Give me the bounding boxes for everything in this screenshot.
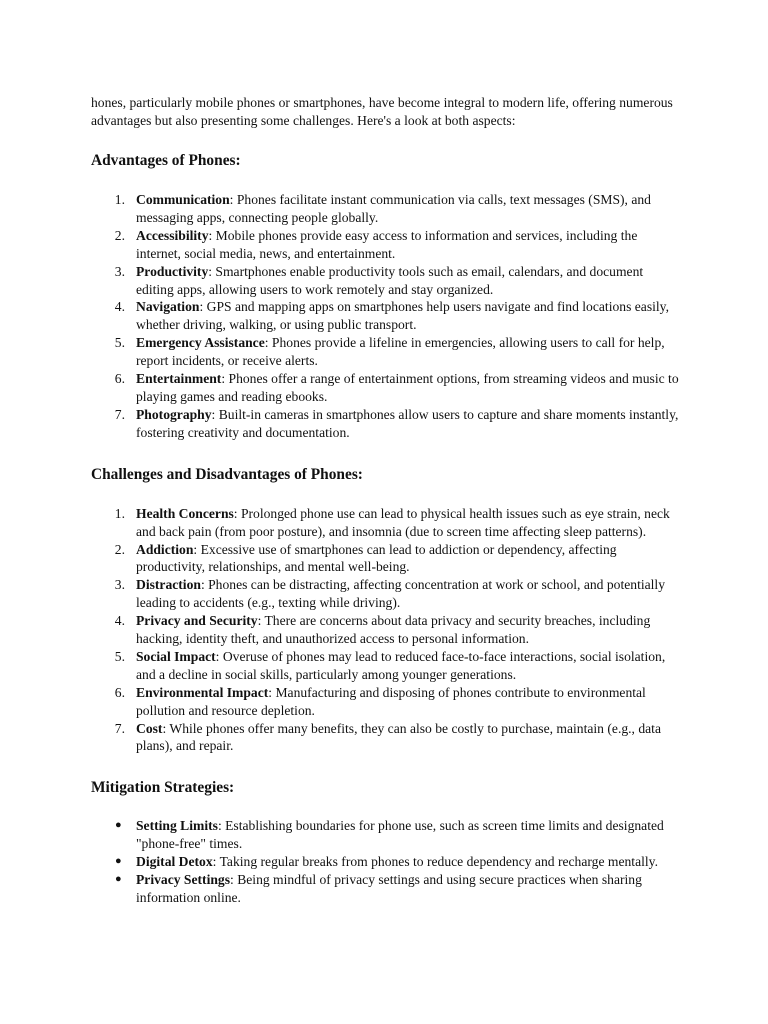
list-item: [91, 720, 681, 756]
item-text: : Phones provide a lifeline in emergencies, allowing users to call for help, report incidents, or receive alerts.: [136, 335, 665, 369]
item-text: : There are concerns about data privacy and security breaches, including hacking, identity theft, and unauthorized access to personal information.: [136, 613, 651, 647]
item-text: : While phones offer many benefits, they can also be costly to purchase, maintain (e.g., data plans), and repair.: [136, 720, 661, 754]
list-item: [91, 227, 681, 263]
list-item: [91, 612, 681, 648]
item-term: Photography: [136, 406, 212, 422]
item-text: : Taking regular breaks from phones to reduce dependency and recharge mentally.: [212, 854, 658, 870]
list-item: [91, 541, 681, 577]
list-number: 4.: [114, 613, 125, 629]
list-item: [91, 817, 681, 853]
list-number: 5.: [114, 648, 125, 664]
mitigation-list: [91, 817, 681, 907]
list-item: [91, 576, 681, 612]
item-term: Digital Detox: [136, 854, 213, 870]
intro-paragraph: hones, particularly mobile phones or smartphones, have become integral to modern life, offering numerous advantages but also presenting some challenges. Here's a look at both aspects:: [91, 95, 673, 128]
list-number: 1.: [114, 192, 125, 207]
item-term: Productivity: [136, 263, 209, 279]
item-term: Emergency Assistance: [136, 335, 265, 351]
list-item: [91, 853, 681, 871]
list-number: 4.: [114, 299, 125, 315]
item-term: Health Concerns: [136, 505, 234, 521]
advantages-heading: Advantages of Phones:: [91, 152, 241, 169]
list-item: [91, 334, 681, 370]
list-item: [91, 871, 681, 907]
list-number: 3.: [114, 263, 125, 279]
list-item: [91, 370, 681, 406]
item-term: Addiction: [136, 541, 194, 557]
list-number: 3.: [114, 577, 125, 593]
list-number: 1.: [114, 505, 125, 521]
item-text: : Establishing boundaries for phone use, such as screen time limits and designated "phone-free" times.: [136, 818, 664, 852]
item-term: Navigation: [136, 299, 200, 315]
list-item: [91, 191, 681, 227]
item-text: : Smartphones enable productivity tools such as email, calendars, and document editing apps, allowing users to work remotely and stay organized.: [136, 263, 644, 297]
item-term: Social Impact: [136, 648, 216, 664]
item-text: : Excessive use of smartphones can lead to addiction or dependency, affecting productivity, relationships, and mental well-being.: [136, 541, 617, 575]
mitigation-heading: Mitigation Strategies:: [91, 779, 235, 797]
item-term: Environmental Impact: [136, 684, 269, 700]
item-term: Cost: [136, 720, 163, 736]
item-text: : Mobile phones provide easy access to information and services, including the internet, social media, news, and entertainment.: [136, 227, 638, 261]
item-term: Distraction: [136, 577, 201, 593]
item-text: : Overuse of phones may lead to reduced face-to-face interactions, social isolation, and a decline in social skills, particularly among younger generations.: [136, 648, 666, 682]
list-number: 6.: [114, 371, 125, 387]
list-number: 7.: [114, 406, 125, 422]
advantages-list: [91, 191, 681, 442]
bullet-icon: ●: [115, 855, 122, 868]
list-item: [91, 263, 681, 299]
list-number: 2.: [114, 227, 125, 243]
list-number: 6.: [114, 684, 125, 700]
list-item: [91, 684, 681, 720]
list-item: [91, 298, 681, 334]
list-item: [91, 648, 681, 684]
item-text: : Manufacturing and disposing of phones contribute to environmental pollution and resource depletion.: [136, 684, 646, 718]
challenges-heading: Challenges and Disadvantages of Phones:: [91, 465, 363, 483]
list-item: [91, 406, 681, 442]
item-text: : GPS and mapping apps on smartphones help users navigate and find locations easily, whether driving, walking, or using public transport.: [136, 299, 669, 333]
item-term: Entertainment: [136, 371, 222, 387]
item-text: : Being mindful of privacy settings and using secure practices when sharing information online.: [136, 872, 642, 905]
bullet-icon: ●: [115, 819, 122, 832]
item-term: Privacy and Security: [136, 613, 258, 629]
list-number: 2.: [114, 541, 125, 557]
item-text: : Phones offer a range of entertainment options, from streaming videos and music to playing games and reading ebooks.: [136, 371, 679, 404]
document-page: [91, 94, 681, 907]
list-number: 7.: [114, 720, 125, 736]
item-text: : Built-in cameras in smartphones allow users to capture and share moments instantly, fostering creativity and documentation.: [136, 406, 679, 440]
item-text: : Prolonged phone use can lead to physical health issues such as eye strain, neck and back pain (from poor posture), and insomnia (due to screen time affecting sleep patterns).: [136, 505, 670, 539]
item-term: Setting Limits: [136, 818, 218, 834]
item-text: : Phones facilitate instant communication via calls, text messages (SMS), and messaging apps, connecting people globally.: [136, 192, 651, 225]
item-term: Accessibility: [136, 227, 209, 243]
item-term: Communication: [136, 192, 230, 207]
item-text: : Phones can be distracting, affecting concentration at work or school, and potentially leading to accidents (e.g., texting while driving).: [136, 577, 666, 611]
list-item: [91, 505, 681, 541]
bullet-icon: ●: [115, 873, 122, 886]
list-number: 5.: [114, 335, 125, 351]
challenges-list: [91, 505, 681, 756]
item-term: Privacy Settings: [136, 872, 231, 888]
